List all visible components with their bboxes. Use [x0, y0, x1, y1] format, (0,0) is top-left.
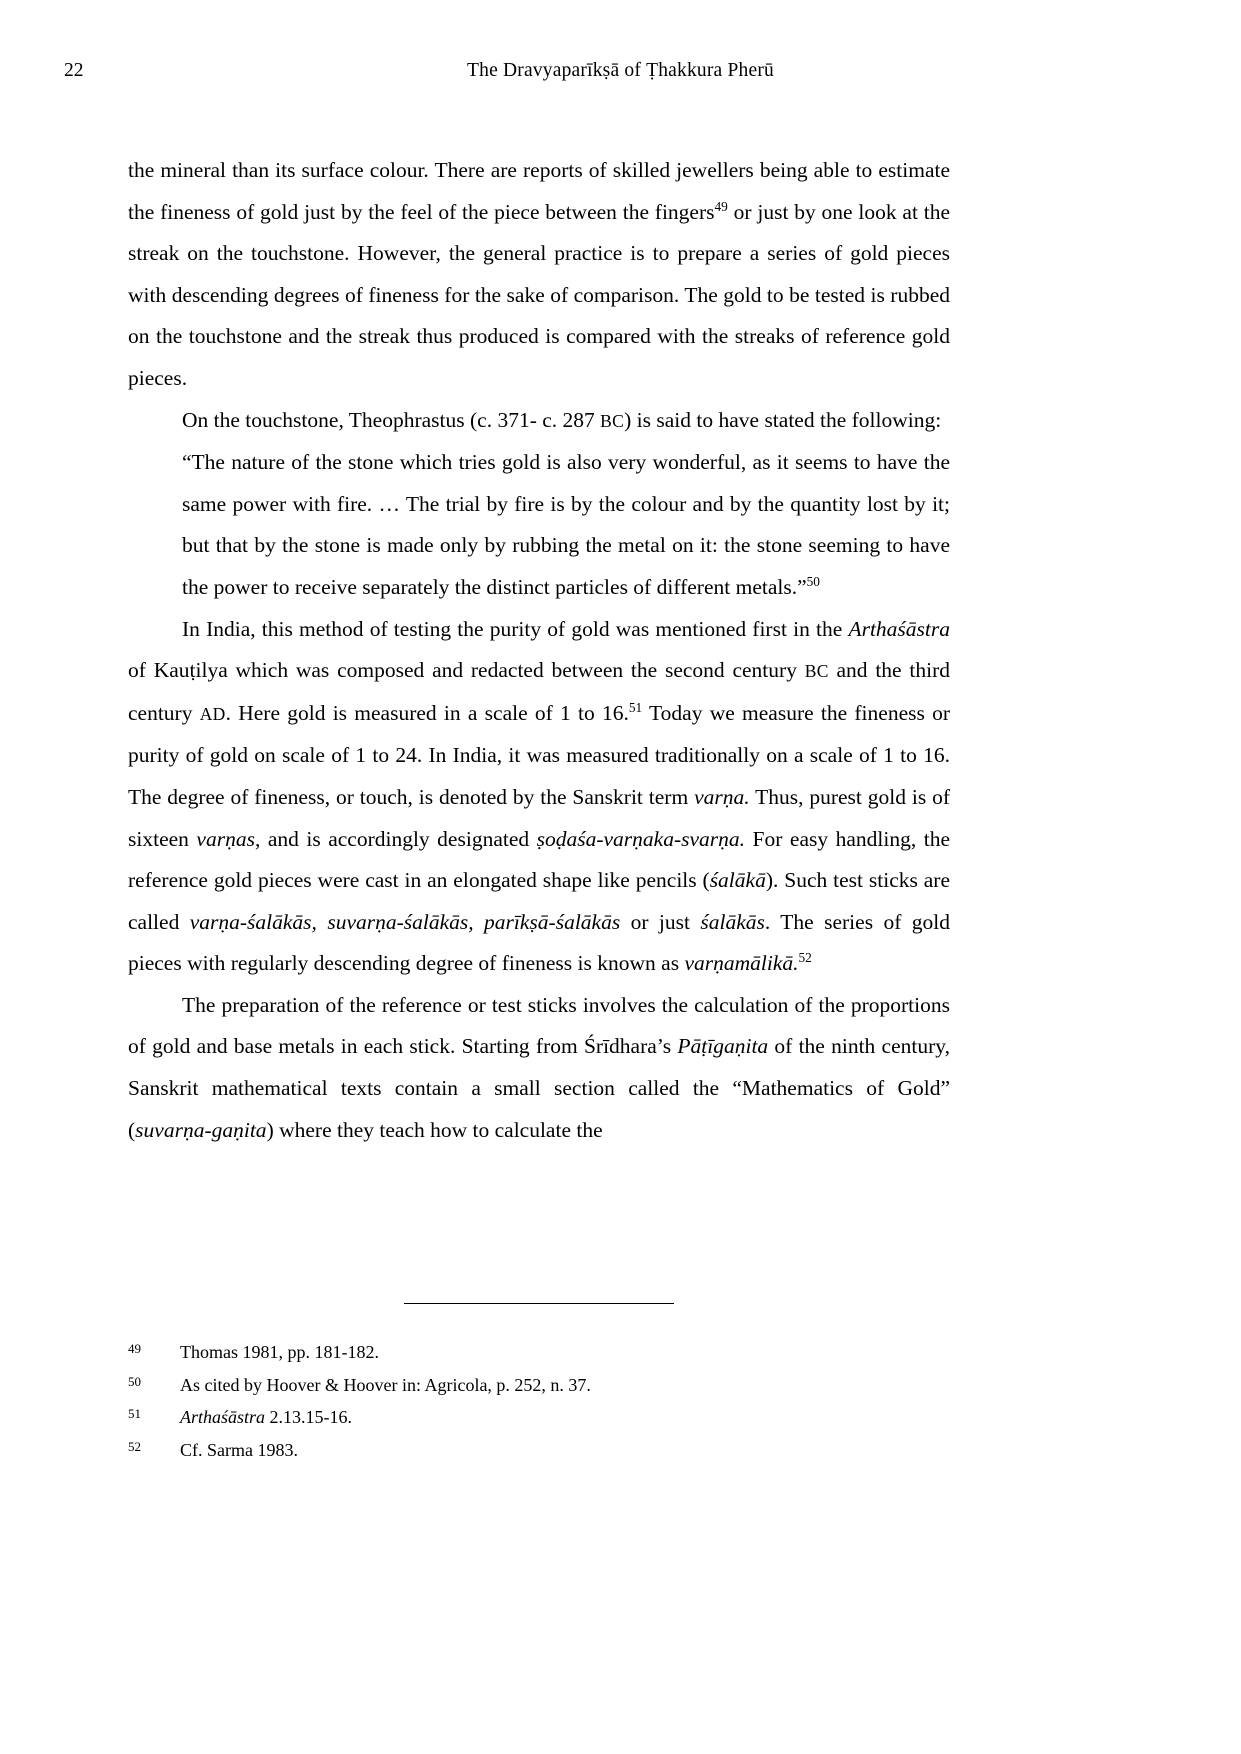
footnote-number: 52 [128, 1438, 141, 1454]
term-salaka-list: varṇa-śalākās, suvarṇa-śalākās, parīkṣā-śalākās [189, 909, 621, 934]
paragraph-4-text-c: ) where they teach how to calculate the [266, 1117, 603, 1142]
paragraph-2-text-b: ) is said to have stated the following: [624, 407, 942, 432]
footnote-list [128, 1336, 950, 1466]
footnote-separator [404, 1303, 674, 1304]
footnote-item [128, 1369, 950, 1402]
paragraph-3-text-c: and the third century [128, 658, 950, 725]
block-quote-text: “The nature of the stone which tries gold is also very wonderful, as it seems to have the same power with fire. … The trial by fire is by the colour and by the quantity lost by it; but that by the stone is made only by rubbing the metal on it: the stone seeming to have the power to receive separately the distinct particles of different metals.” [182, 450, 950, 599]
footnote-ref-50[interactable]: 50 [806, 573, 820, 589]
body-text [128, 150, 950, 1151]
footnote-italic-lead: Arthaśāstra [180, 1407, 266, 1427]
running-title: The Dravyaparīkṣā of Ṭhakkura Pherū [467, 60, 774, 81]
footnote-text: As cited by Hoover & Hoover in: Agricola, p. 252, n. 37. [180, 1374, 591, 1395]
footnote-number: 49 [128, 1341, 141, 1356]
term-sodasa-varnaka-svarna: ṣoḍaśa-varṇaka-svarṇa. [536, 826, 746, 851]
paragraph-3-text-d: . Here gold is measured in a scale of 1 to 16. [225, 700, 629, 725]
footnote-ref-51[interactable]: 51 [628, 699, 643, 715]
paragraph-3-text-k: or just [620, 909, 701, 934]
paragraph-4 [128, 985, 950, 1151]
footnote-item [128, 1401, 950, 1434]
page-number: 22 [64, 60, 84, 81]
term-varnas: varṇas [196, 826, 255, 851]
paragraph-3-text-g: , and is accordingly designated [254, 826, 537, 851]
footnote-text: 2.13.15-16. [265, 1407, 353, 1427]
term-salakas: śalākās [700, 909, 765, 934]
paragraph-3-text-h: For easy handling, the reference gold pieces were cast in an elongated shape like pencils ( [128, 826, 950, 893]
term-salaka: śalākā [709, 868, 766, 893]
footnote-item [128, 1434, 950, 1467]
paragraph-3-text-e: Today we measure the fineness or purity of gold on scale of 1 to 24. In India, it was measured traditionally on a scale of 1 to 16. The degree of fineness, or touch, is denoted by the Sanskrit term [128, 700, 950, 809]
page-header [0, 60, 1241, 88]
paragraph-3-text-a: In India, this method of testing the purity of gold was mentioned first in the [182, 616, 849, 641]
paragraph-1-text-a: the mineral than its surface colour. There are reports of skilled jewellers being able to estimate the fineness of gold just by the feel of the piece between the fingers [128, 158, 950, 224]
footnote-ref-49[interactable]: 49 [714, 198, 728, 214]
paragraph-3-text-j: ). Such test sticks are called [128, 868, 950, 934]
title-patiganita: Pāṭīgaṇita [677, 1034, 769, 1059]
paragraph-1-text-b: or just by one look at the streak on the touchstone. However, the general practice is to prepare a series of gold pieces with descending degrees of fineness for the sake of comparison. The gold to be tested is rubbed on the touchstone and the streak thus produced is compared with the streaks of reference gold pieces. [128, 199, 950, 390]
paragraph-1 [128, 150, 950, 400]
footnote-text: Thomas 1981, pp. 181-182. [180, 1342, 379, 1362]
smallcaps-bc: BC [600, 410, 625, 431]
paragraph-3-text-l: . The series of gold pieces with regularly descending degree of fineness is known as [128, 909, 950, 976]
term-varna: varṇa. [694, 784, 750, 809]
title-arthasastra: Arthaśāstra [848, 616, 950, 641]
paragraph-3-text-f: Thus, purest gold is of sixteen [128, 784, 950, 851]
paragraph-3-text-b: of Kauṭilya which was composed and redacted between the second century [128, 658, 805, 683]
paragraph-4-text-b: of the ninth century, Sanskrit mathematical texts contain a small section called the “Mathematics of Gold” ( [128, 1034, 950, 1142]
footnote-ref-52[interactable]: 52 [798, 950, 812, 966]
paragraph-4-text-a: The preparation of the reference or test sticks involves the calculation of the proportions of gold and base metals in each stick. Starting from Śrīdhara’s [128, 992, 950, 1059]
smallcaps-bc-2: BC [804, 661, 829, 682]
term-varnamalika: varṇamālikā. [684, 951, 799, 976]
paragraph-2 [128, 400, 950, 443]
footnote-number: 50 [128, 1373, 141, 1389]
footnote-text: Cf. Sarma 1983. [180, 1439, 298, 1460]
footnote-item [128, 1336, 950, 1369]
paragraph-3 [128, 609, 950, 985]
paragraph-2-text-a: On the touchstone, Theophrastus (c. 371- c. 287 [182, 407, 601, 432]
footnote-number: 51 [128, 1406, 141, 1421]
block-quote [128, 442, 950, 608]
term-suvarna-ganita: suvarṇa-gaṇita [135, 1117, 267, 1142]
smallcaps-ad: AD [199, 703, 226, 724]
